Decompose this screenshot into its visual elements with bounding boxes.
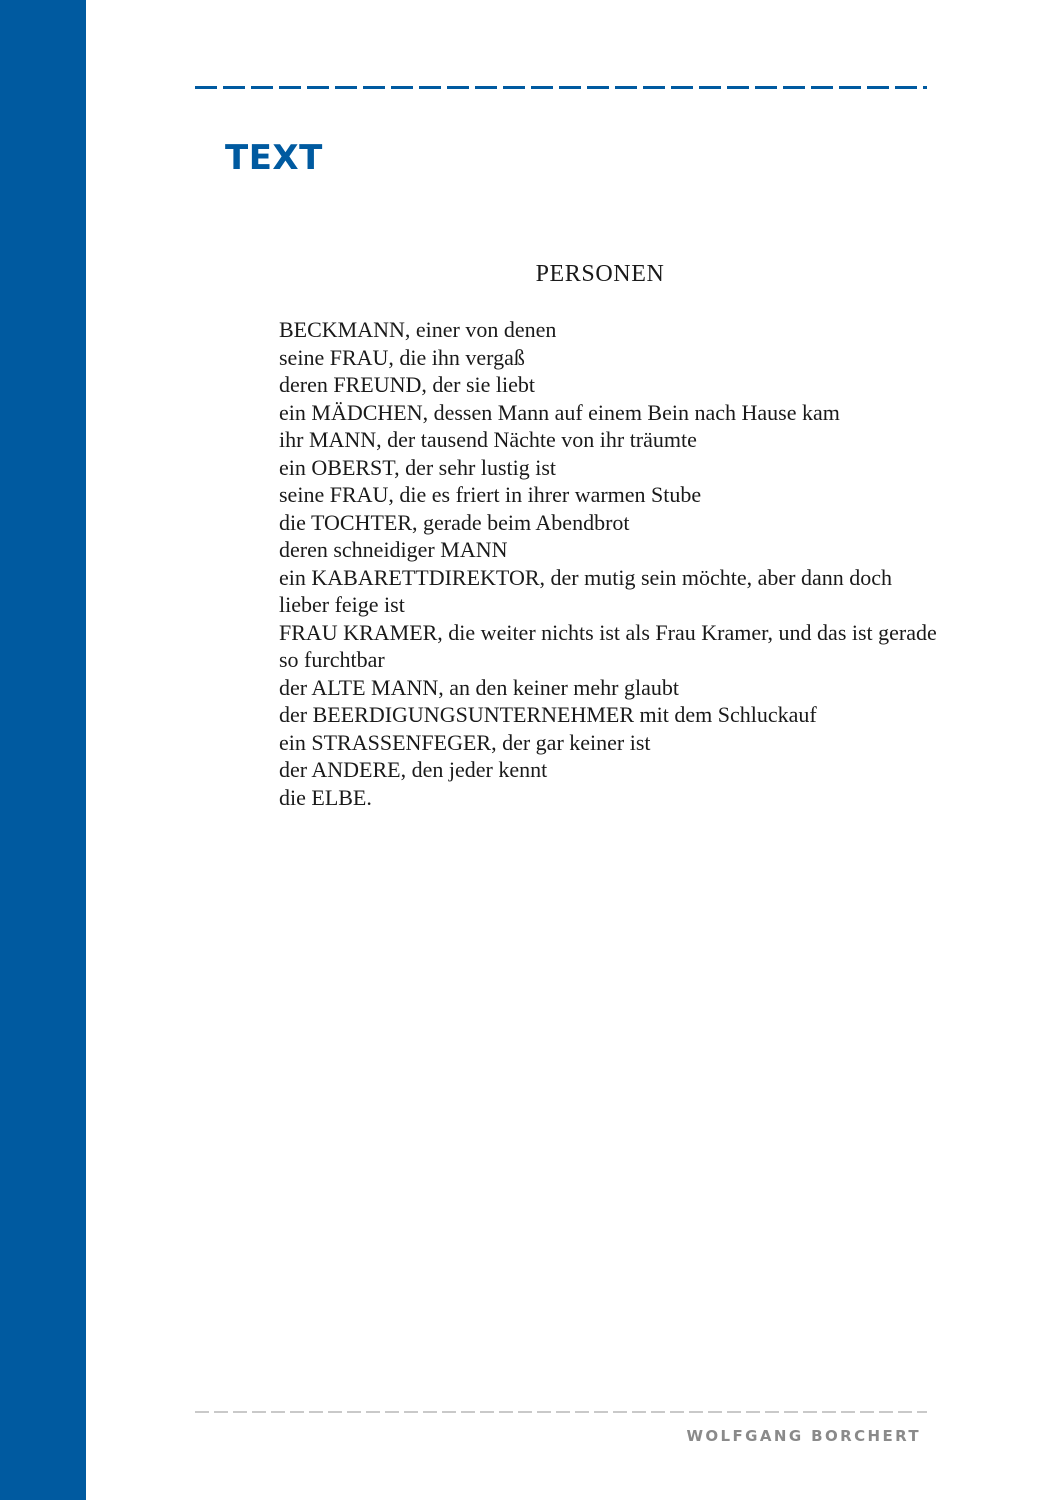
persons-title: PERSONEN bbox=[535, 261, 665, 287]
cast-item: ihr MANN, der tausend Nächte von ihr träumte bbox=[279, 427, 697, 452]
cast-item: BECKMANN, einer von denen bbox=[279, 317, 557, 342]
bottom-dashed-rule bbox=[195, 1411, 927, 1413]
cast-item: seine FRAU, die ihn vergaß bbox=[279, 344, 525, 370]
cast-item: ein STRASSENFEGER, der gar keiner ist bbox=[279, 729, 651, 755]
top-dashed-rule bbox=[195, 86, 927, 89]
cast-item: der ALTE MANN, an den keiner mehr glaubt bbox=[279, 674, 679, 700]
cast-item: der ANDERE, den jeder kennt bbox=[279, 757, 548, 782]
cast-item: die ELBE. bbox=[279, 784, 372, 810]
section-heading: TEXT bbox=[225, 138, 323, 178]
cast-item: deren FREUND, der sie liebt bbox=[279, 372, 535, 397]
cast-item: seine FRAU, die es friert in ihrer warmen Stube bbox=[279, 482, 702, 507]
cast-list bbox=[279, 316, 939, 811]
cast-item: die TOCHTER, gerade beim Abendbrot bbox=[279, 509, 630, 535]
side-color-bar bbox=[0, 0, 86, 1500]
cast-item: ein MÄDCHEN, dessen Mann auf einem Bein nach Hause kam bbox=[279, 399, 840, 425]
cast-item: deren schneidiger MANN bbox=[279, 537, 508, 562]
cast-item: FRAU KRAMER, die weiter nichts ist als Frau Kramer, und das ist gerade so furchtbar bbox=[279, 619, 937, 672]
cast-item: ein OBERST, der sehr lustig ist bbox=[279, 454, 557, 480]
cast-item: ein KABARETTDIREKTOR, der mutig sein möchte, aber dann doch lieber feige ist bbox=[279, 564, 893, 617]
footer-author: WOLFGANG BORCHERT bbox=[686, 1427, 921, 1445]
cast-item: der BEERDIGUNGSUNTERNEHMER mit dem Schluckauf bbox=[279, 702, 817, 727]
